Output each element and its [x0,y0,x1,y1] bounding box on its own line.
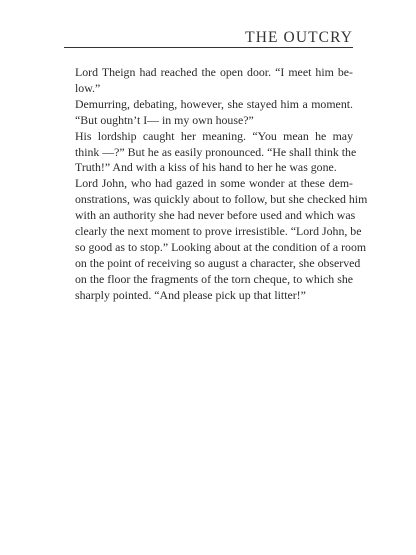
paragraph-2 [64,97,353,129]
text-line: Lord Theign had reached the open door. “I meet him be- [75,65,353,79]
text-line: so good as to stop.” Looking about at the condition of a room [75,239,367,254]
paragraph-4 [64,176,368,303]
running-head [64,27,353,48]
text-line: with an authority she had never before used and which was [75,208,356,223]
body-text [64,65,368,304]
paragraph-1 [64,65,353,97]
text-line: Demurring, debating, however, she stayed him a moment. [75,96,353,111]
text-line: on the floor the fragments of the torn cheque, to which she [75,271,353,286]
text-line: sharply pointed. “And please pick up that litter!” [75,287,306,302]
text-line: Truth!” And with a kiss of his hand to her he was gone. [75,160,337,175]
running-head-title: THE OUTCRY [245,29,353,46]
text-line: low.” [75,80,101,95]
text-line: Lord John, who had gazed in some wonder at these dem- [75,176,353,191]
text-line: clearly the next moment to prove irresistible. “Lord John, be [75,224,362,239]
text-line: on the point of receiving so august a character, she observed [75,255,361,270]
text-line: His lordship caught her meaning. “You mean he may [75,128,353,143]
paragraph-3 [64,128,357,177]
text-line: onstrations, was quickly about to follow, but she checked him [75,192,368,207]
text-line: “But oughtn’t I— in my own house?” [75,112,254,127]
text-line: think —?” But he as easily pronounced. “He shall think the [75,144,357,159]
